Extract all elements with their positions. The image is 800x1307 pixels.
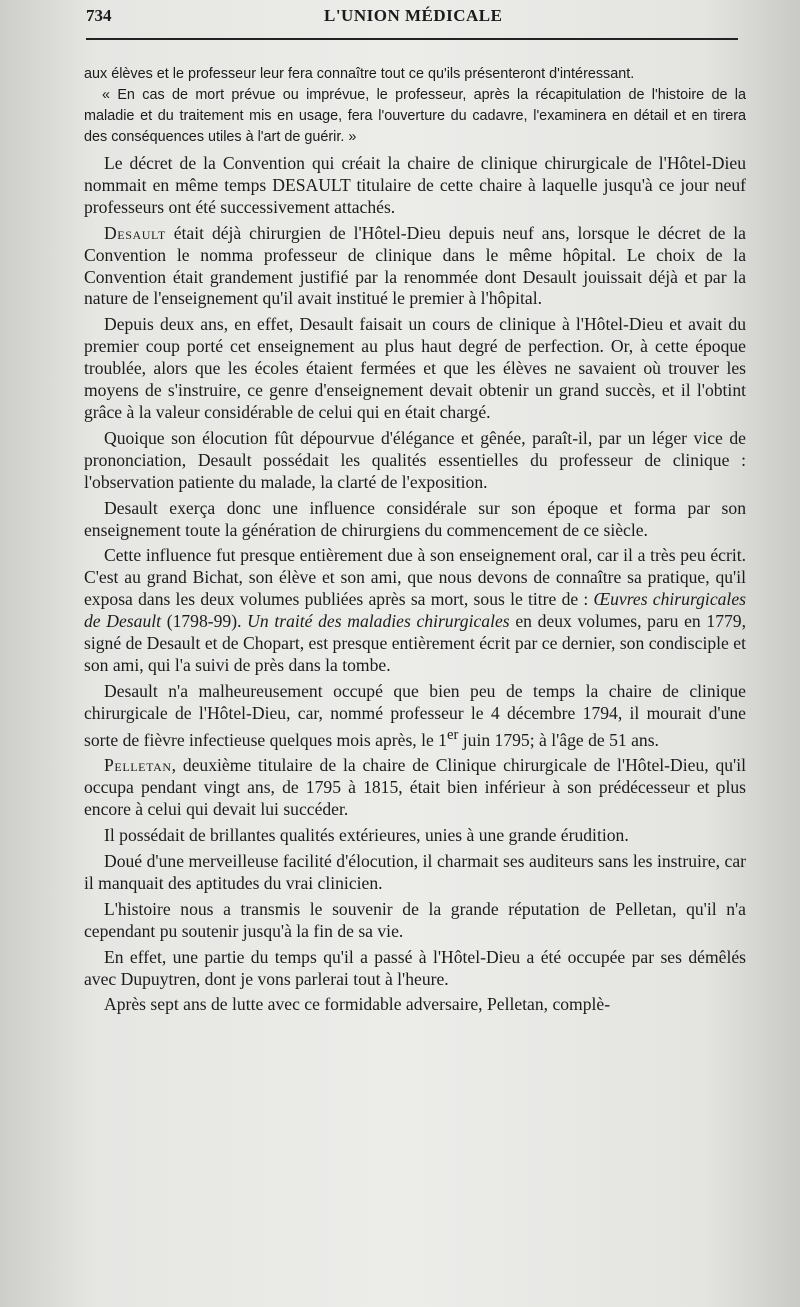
body-text	[84, 64, 746, 1020]
book-title: Un traité des maladies chirurgicales	[247, 611, 510, 632]
journal-title: L'UNION MÉDICALE	[324, 6, 503, 25]
quoted-decree	[84, 64, 746, 148]
page-number: 734	[86, 6, 112, 25]
paragraph: En effet, une partie du temps qu'il a passé à l'Hôtel-Dieu a été occupée par ses démêlés avec Dupuytren, dont je vons parlerai tout à l'heure.	[84, 946, 746, 989]
paragraph: Doué d'une merveilleuse facilité d'élocution, il charmait ses auditeurs sans les instruire, car il manquait des aptitudes du vrai clinicien.	[84, 851, 746, 893]
ordinal-superscript: er	[446, 726, 459, 743]
decree-line: aux élèves et le professeur leur fera connaître tout ce qu'ils présenteront d'intéressant.	[84, 66, 635, 82]
paragraph: L'histoire nous a transmis le souvenir de la grande réputation de Pelletan, qu'il n'a cependant pu soutenir jusqu'à la fin de sa vie.	[84, 898, 746, 941]
paragraph: Quoique son élocution fût dépourvue d'élégance et gênée, paraît-il, par un léger vice de prononciation, Desault possédait les qualités essentielles du professeur de clinique : l'observation patiente du malade, la clarté de l'exposition.	[84, 427, 746, 492]
book-title: Œuvres chirurgicales de Desault	[84, 589, 746, 632]
paragraph: Desault exerça donc une influence considérale sur son époque et forma par son enseignement toute la génération de chirurgiens du commencement de ce siècle.	[84, 497, 746, 540]
paragraph: Le décret de la Convention qui créait la chaire de clinique chirurgicale de l'Hôtel-Dieu nommait en même temps DESAULT titulaire de cette chaire à laquelle jusqu'à ce jour neuf professeurs ont été successivement attachés.	[84, 153, 746, 217]
paragraph: Desault n'a malheureusement occupé que bien peu de temps la chaire de clinique chirurgicale de l'Hôtel-Dieu, car, nommé professeur le 4 décembre 1794, il mourait d'une sorte de fièvre infectieuse quelques mois après, le 1er juin 1795; à l'âge de 51 ans.	[84, 680, 746, 750]
paragraph: Depuis deux ans, en effet, Desault faisait un cours de clinique à l'Hôtel-Dieu et avait du premier coup porté cet enseignement au plus haut degré de perfection. Or, à cette époque troublée, alors que les écoles étaient fermées et que les élèves ne savaient où trouver les moyens de s'instruire, ce genre d'enseignement devait obtenir un grand succès, et il l'obtint grâce à la valeur considérable de celui qui en était chargé.	[84, 314, 746, 422]
paragraph: Desault était déjà chirurgien de l'Hôtel-Dieu depuis neuf ans, lorsque le décret de la Convention le nomma professeur de clinique dans le même hôpital. Le choix de la Convention était grandement justifié par la renommée dont Desault jouissait déjà et par la nature de l'enseignement qu'il avait institué le premier à l'hôpital.	[84, 222, 746, 309]
paragraph: Cette influence fut presque entièrement due à son enseignement oral, car il a très peu écrit. C'est au grand Bichat, son élève et son ami, que nous devons de connaître sa pratique, qu'il exposa dans les deux volumes publiées après sa mort, sous le titre de : Œuvres chirurgicales de Desault (1798-99). Un traité des maladies chirurgicales en deux volumes, paru en 1779, signé de Desault et de Chopart, est presque entièrement écrit par ce dernier, son condisciple et son ami, qui l'a suivi de près dans la tombe.	[84, 545, 746, 675]
paragraph: Pelletan, deuxième titulaire de la chaire de Clinique chirurgicale de l'Hôtel-Dieu, qu'il occupa pendant vingt ans, de 1795 à 1815, était bien inférieur à son prédécesseur et plus encore à celui qui devait lui succéder.	[84, 755, 746, 820]
header-rule	[86, 38, 738, 40]
surname-desault: Desault	[104, 222, 166, 243]
main-text	[84, 153, 746, 1016]
surname-pelletan: Pelletan	[104, 755, 172, 776]
page-header	[86, 6, 738, 30]
decree-article: « En cas de mort prévue ou imprévue, le professeur, après la récapitulation de l'histoire de la maladie et du traitement mis en usage, fera l'ouverture du cadavre, l'examinera en détail et en tirera des conséquences utiles à l'art de guérir. »	[84, 87, 746, 145]
paragraph: Il possédait de brillantes qualités extérieures, unies à une grande érudition.	[104, 825, 629, 846]
paragraph: Après sept ans de lutte avec ce formidable adversaire, Pelletan, complè-	[104, 994, 611, 1015]
